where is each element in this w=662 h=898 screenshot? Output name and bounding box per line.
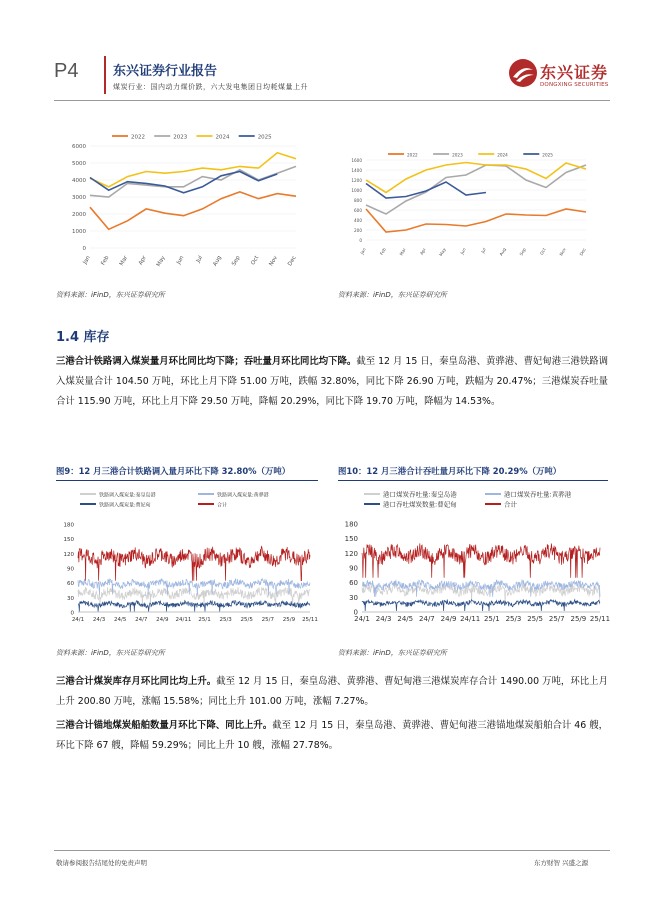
x-tick-label: Jan [82, 255, 92, 266]
chart-fig9 [56, 488, 318, 630]
y-tick-label: 150 [344, 535, 358, 544]
legend-label: 2023 [173, 134, 188, 141]
x-tick-label: Dec [287, 255, 298, 268]
x-tick-label: 25/5 [240, 617, 253, 623]
y-tick-label: 180 [344, 520, 358, 529]
paragraph2-lead: 三港合计煤炭库存月环比同比均上升。 [56, 676, 217, 687]
paragraph-anchorage [56, 716, 608, 756]
legend-label: 港口吞吐煤炭数量:曹妃甸 [383, 500, 457, 509]
legend-label: 2024 [497, 152, 508, 158]
x-tick-label: 25/1 [483, 615, 500, 623]
x-tick-label: Aug [498, 247, 507, 257]
x-tick-label: 25/3 [505, 615, 522, 623]
y-tick-label: 4000 [72, 178, 86, 184]
x-tick-label: 24/7 [419, 615, 435, 623]
x-tick-label: Jul [480, 247, 487, 254]
y-tick-label: 1200 [351, 178, 362, 183]
fig10-source: 资料来源：iFinD，东兴证券研究所 [338, 649, 447, 657]
report-title: 东兴证券行业报告 [113, 64, 218, 79]
y-tick-label: 2000 [72, 212, 86, 218]
y-tick-label: 5000 [72, 161, 86, 167]
legend-label: 2025 [542, 152, 553, 158]
paragraph2-body: 截至 12 月 15 日，秦皇岛港、黄骅港、曹妃甸港三港煤炭库存合计 1490.00 万吨，环比上月上升 200.80 万吨，涨幅 15.58%；同比上升 101.00 万吨，涨幅 7.27%。 [56, 676, 608, 707]
fig9-source: 资料来源：iFinD，东兴证券研究所 [56, 649, 165, 657]
x-tick-label: Sep [231, 255, 242, 267]
y-tick-label: 0 [353, 608, 358, 617]
x-tick-label: 24/9 [156, 617, 169, 623]
legend-label: 2024 [215, 134, 230, 141]
y-tick-label: 30 [67, 595, 74, 602]
x-tick-label: Feb [100, 255, 111, 267]
chart-fig10 [338, 488, 611, 630]
x-tick-label: 25/3 [219, 617, 232, 623]
fig10-caption: 图10：12 月三港合计吞吐量月环比下降 20.29%（万吨） [338, 466, 562, 476]
paragraph3-lead: 三港合计锚地煤炭船舶数量月环比下降、同比上升。 [56, 720, 273, 731]
page-number: P4 [54, 60, 79, 82]
chart-right-top [336, 140, 598, 270]
x-tick-label: 24/9 [440, 615, 457, 623]
x-tick-label: Oct [538, 247, 547, 256]
series-line [90, 192, 296, 229]
series-line [362, 543, 600, 577]
series-line [78, 546, 310, 580]
y-tick-label: 60 [349, 579, 358, 588]
x-tick-label: Mar [118, 255, 130, 267]
y-tick-label: 0 [82, 246, 86, 252]
x-tick-label: Nov [268, 255, 280, 268]
legend-label: 港口煤炭吞吐量:秦皇岛港 [383, 490, 457, 499]
x-tick-label: Nov [558, 247, 567, 257]
y-tick-label: 3000 [72, 195, 86, 201]
x-tick-label: 25/9 [570, 615, 587, 623]
x-tick-label: 25/7 [261, 617, 274, 623]
y-tick-label: 1000 [72, 229, 86, 235]
x-tick-label: 25/1 [198, 617, 211, 623]
x-tick-label: 24/3 [92, 617, 106, 623]
y-tick-label: 30 [349, 593, 358, 602]
legend-label: 铁路调入煤炭量:秦皇岛港 [99, 492, 156, 499]
x-tick-label: Feb [378, 247, 387, 256]
header-rule [54, 100, 610, 101]
x-tick-label: Mar [398, 247, 407, 257]
legend-label: 2022 [131, 134, 145, 141]
y-tick-label: 1000 [351, 188, 362, 193]
y-tick-label: 0 [70, 610, 74, 617]
y-tick-label: 6000 [72, 144, 86, 150]
x-tick-label: 24/11 [175, 617, 192, 623]
y-tick-label: 400 [354, 218, 362, 223]
series-line [78, 579, 310, 595]
chart-left-top [56, 128, 314, 278]
x-tick-label: 25/7 [548, 615, 565, 623]
fig9-caption-rule [56, 480, 318, 481]
footer-slogan: 东方财智 兴盛之源 [534, 859, 589, 867]
x-tick-label: May [155, 255, 167, 268]
paragraph1-lead: 三港合计铁路调入煤炭量月环比同比均下降；吞吐量月环比同比均下降。 [56, 356, 357, 367]
y-tick-label: 120 [63, 551, 74, 558]
y-tick-label: 1600 [351, 158, 362, 163]
right-figure-source: 资料来源：iFinD，东兴证券研究所 [338, 291, 447, 299]
x-tick-label: 24/3 [375, 615, 392, 623]
x-tick-label: 24/5 [397, 615, 414, 623]
y-tick-label: 90 [349, 564, 358, 573]
x-tick-label: 24/5 [114, 617, 127, 623]
fig10-caption-rule [338, 480, 608, 481]
legend-label: 2022 [407, 152, 418, 158]
x-tick-label: Oct [250, 255, 261, 267]
y-tick-label: 120 [344, 549, 358, 558]
y-tick-label: 150 [63, 537, 74, 544]
y-tick-label: 180 [63, 522, 74, 529]
x-tick-label: Sep [518, 247, 527, 257]
x-tick-label: 25/11 [302, 617, 318, 623]
x-tick-label: Jan [359, 247, 367, 256]
legend-label: 合计 [217, 502, 228, 509]
section-title: 1.4 库存 [56, 330, 110, 345]
y-tick-label: 60 [67, 581, 74, 588]
paragraph3-body: 截至 12 月 15 日，秦皇岛港、黄骅港、曹妃甸港三港锚地煤炭船舶合计 46 艘，环比下降 67 艘，降幅 59.29%；同比上升 10 艘，涨幅 27.78%。 [56, 720, 608, 751]
y-tick-label: 800 [354, 198, 362, 203]
x-tick-label: May [438, 247, 447, 258]
logo-text-en: DONGXING SECURITIES [540, 82, 609, 88]
x-tick-label: 25/9 [282, 617, 296, 623]
fig9-caption: 图9：12 月三港合计铁路调入量月环比下降 32.80%（万吨） [56, 466, 291, 476]
legend-label: 2023 [452, 152, 463, 158]
x-tick-label: 24/11 [460, 615, 481, 623]
left-figure-source: 资料来源：iFinD，东兴证券研究所 [56, 291, 165, 299]
x-tick-label: Jul [195, 255, 205, 264]
legend-label: 港口煤炭吞吐量:黄骅港 [504, 490, 572, 499]
legend-label: 铁路调入煤炭量:黄骅港 [217, 492, 269, 499]
y-tick-label: 200 [354, 228, 362, 233]
x-tick-label: 25/5 [527, 615, 543, 623]
x-tick-label: Apr [418, 247, 427, 256]
x-tick-label: Apr [137, 255, 148, 267]
legend-label: 合计 [504, 500, 517, 509]
footer-disclaimer: 敬请参阅报告结尾处的免责声明 [56, 859, 147, 867]
logo-text-cn: 东兴证券 [540, 63, 609, 82]
x-tick-label: Aug [212, 255, 223, 268]
y-tick-label: 600 [354, 208, 362, 213]
y-tick-label: 0 [359, 238, 362, 243]
company-logo-icon [508, 58, 538, 88]
y-tick-label: 90 [67, 566, 74, 573]
legend-label: 2025 [257, 134, 272, 141]
x-tick-label: 24/7 [135, 617, 148, 623]
report-subtitle: 煤炭行业：国内动力煤价跌，六大发电集团日均耗煤量上升 [113, 83, 308, 91]
x-tick-label: Dec [578, 247, 587, 257]
paragraph-rail-throughput [56, 352, 608, 412]
legend-label: 铁路调入煤炭量:曹妃甸 [99, 502, 151, 509]
paragraph1-body: 截至 12 月 15 日，秦皇岛港、黄骅港、曹妃甸港三港铁路调入煤炭量合计 104.50 万吨，环比上月下降 51.00 万吨，跌幅 32.80%，同比下降 26.90 万吨，跌幅为 20.47%；三港煤炭吞吐量合计 115.90 万吨，环比上月下降 29.50 万吨，降幅 20.29%，同比下降 19.70 万吨，降幅为 14.53%。 [56, 356, 608, 407]
header-divider [104, 56, 106, 94]
x-tick-label: Jun [459, 247, 467, 256]
x-tick-label: 24/1 [71, 617, 85, 623]
series-line [366, 163, 586, 193]
series-line [362, 600, 600, 611]
x-tick-label: 25/11 [589, 615, 611, 623]
x-tick-label: Jun [175, 255, 186, 266]
x-tick-label: 24/1 [354, 615, 370, 623]
footer-rule [54, 850, 610, 851]
paragraph-inventory [56, 672, 608, 712]
series-line [366, 209, 586, 232]
y-tick-label: 1400 [351, 168, 362, 173]
series-line [90, 166, 296, 197]
